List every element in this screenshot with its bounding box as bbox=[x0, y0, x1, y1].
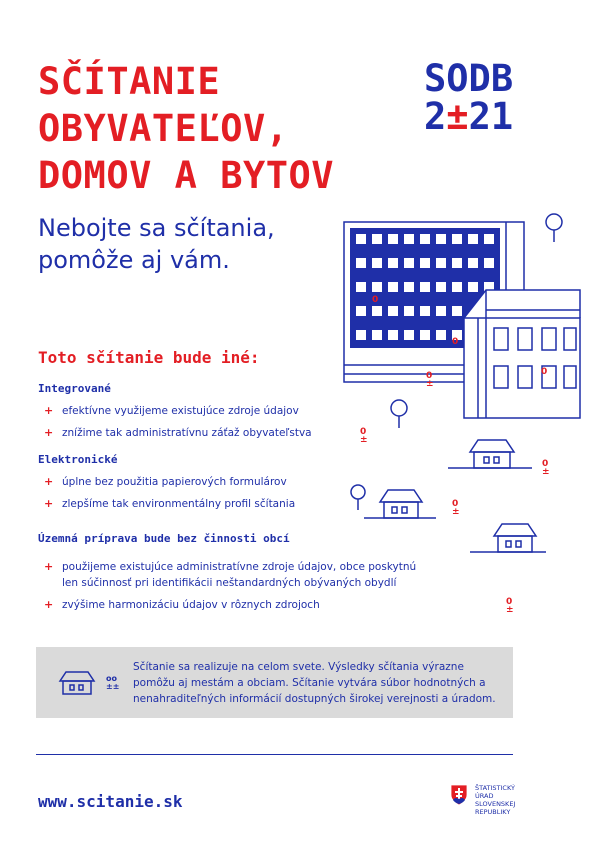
group-title-territorial: Územná príprava bude bez činnosti obcí bbox=[38, 532, 290, 545]
coat-of-arms-icon bbox=[450, 784, 468, 806]
logo-digit-left: 2 bbox=[424, 95, 447, 138]
list-item bbox=[44, 425, 312, 441]
list-item-text: znížime tak administratívnu záťaž obyvateľstva bbox=[62, 427, 312, 439]
svg-text:0: 0 bbox=[506, 597, 513, 607]
svg-text:±: ± bbox=[426, 379, 434, 389]
subtitle-line-2: pomôže aj vám. bbox=[38, 246, 230, 274]
list-item bbox=[44, 559, 424, 591]
plus-icon: + bbox=[44, 404, 54, 417]
website-link[interactable]: www.scitanie.sk bbox=[38, 792, 183, 811]
plus-icon: + bbox=[44, 560, 54, 573]
footer-divider bbox=[36, 754, 513, 755]
list-item bbox=[44, 403, 312, 419]
svg-text:±: ± bbox=[360, 435, 368, 445]
office-line-4: REPUBLIKY bbox=[475, 808, 511, 816]
list-electronic bbox=[44, 474, 295, 512]
title-line-2: OBYVATEĽOV, bbox=[38, 107, 289, 150]
small-house-3 bbox=[470, 524, 546, 552]
svg-text:0: 0 bbox=[542, 459, 549, 469]
list-item-text: zlepšíme tak environmentálny profil sčítania bbox=[62, 498, 296, 510]
logo-line-1: SODB bbox=[424, 57, 514, 100]
subtitle bbox=[38, 212, 275, 276]
svg-text:±: ± bbox=[542, 467, 550, 477]
plus-icon: + bbox=[44, 497, 54, 510]
logo-plusminus: ± bbox=[446, 95, 469, 138]
svg-text:0: 0 bbox=[360, 427, 367, 437]
list-integrated bbox=[44, 403, 312, 441]
list-item bbox=[44, 597, 424, 613]
group-title-integrated: Integrované bbox=[38, 382, 111, 395]
plus-icon: + bbox=[44, 426, 54, 439]
office-line-3: SLOVENSKEJ bbox=[475, 800, 516, 808]
plus-icon: + bbox=[44, 475, 54, 488]
house-people-icon bbox=[58, 669, 122, 697]
section-heading: Toto sčítanie bude iné: bbox=[38, 348, 260, 367]
svg-text:0: 0 bbox=[452, 337, 459, 347]
office-line-1: ŠTATISTICKÝ bbox=[475, 784, 515, 792]
statistical-office-name bbox=[475, 784, 535, 816]
logo-line-2 bbox=[424, 95, 514, 138]
info-panel bbox=[36, 647, 513, 718]
svg-text:0: 0 bbox=[426, 371, 433, 381]
list-item bbox=[44, 496, 295, 512]
svg-text:±: ± bbox=[506, 605, 514, 615]
sodb-logo bbox=[424, 57, 514, 138]
poster-title bbox=[38, 58, 334, 199]
svg-text:±: ± bbox=[452, 507, 460, 517]
info-text: Sčítanie sa realizuje na celom svete. Výsledky sčítania výrazne pomôžu aj mestám a obciam. Sčítanie vytvára súbor hodnotných a nenahraditeľných informácií dostupných širokej verejnosti a úradom. bbox=[133, 661, 496, 705]
office-line-2: ÚRAD bbox=[475, 792, 494, 800]
title-line-3: DOMOV A BYTOV bbox=[38, 154, 335, 197]
svg-text:±±: ±± bbox=[106, 682, 120, 691]
list-item-text: zvýšime harmonizáciu údajov v rôznych zdrojoch bbox=[62, 599, 320, 611]
list-item-text: použijeme existujúce administratívne zdroje údajov, obce poskytnú len súčinnosť pri identifikácii neštandardných obývaných obydlí bbox=[62, 561, 417, 589]
list-item-text: úplne bez použitia papierových formulárov bbox=[62, 476, 287, 488]
svg-text:0: 0 bbox=[452, 499, 459, 509]
villa-house bbox=[464, 290, 580, 418]
svg-text:oo: oo bbox=[106, 674, 117, 683]
title-line-1: SČÍTANIE bbox=[38, 60, 221, 103]
svg-text:0: 0 bbox=[541, 367, 548, 377]
svg-text:0: 0 bbox=[372, 295, 379, 305]
subtitle-line-1: Nebojte sa sčítania, bbox=[38, 214, 275, 242]
list-item-text: efektívne využijeme existujúce zdroje údajov bbox=[62, 405, 299, 417]
small-house-1 bbox=[448, 440, 532, 468]
group-title-electronic: Elektronické bbox=[38, 453, 118, 466]
small-house-2 bbox=[364, 490, 436, 518]
list-item bbox=[44, 474, 295, 490]
logo-digit-right: 21 bbox=[468, 95, 514, 138]
plus-icon: + bbox=[44, 598, 54, 611]
list-territorial bbox=[44, 559, 424, 613]
